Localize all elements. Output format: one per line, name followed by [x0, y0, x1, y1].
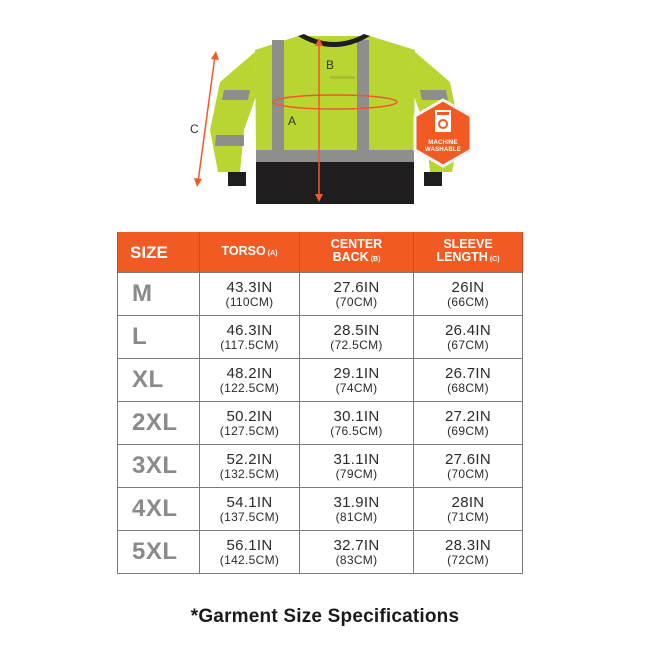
size-cell: 2XL	[118, 402, 200, 445]
sleeve-cell: 28IN (71CM)	[414, 488, 523, 531]
size-cell: XL	[118, 359, 200, 402]
torso-cell: 54.1IN (137.5CM)	[200, 488, 300, 531]
center-back-cell: 28.5IN (72.5CM)	[300, 316, 414, 359]
table-row	[118, 273, 523, 316]
torso-cell: 46.3IN (117.5CM)	[200, 316, 300, 359]
washing-machine-icon	[435, 110, 451, 132]
table-header-row	[118, 232, 523, 273]
badge-line2: WASHABLE	[425, 147, 461, 153]
sleeve-cell: 27.2IN (69CM)	[414, 402, 523, 445]
machine-washable-badge	[412, 98, 474, 168]
center-back-cell: 29.1IN (74CM)	[300, 359, 414, 402]
table-row	[118, 531, 523, 574]
size-cell: 3XL	[118, 445, 200, 488]
table-row	[118, 359, 523, 402]
torso-cell: 52.2IN (132.5CM)	[200, 445, 300, 488]
size-cell: 4XL	[118, 488, 200, 531]
table-row	[118, 445, 523, 488]
size-chart-table	[117, 232, 523, 574]
torso-cell: 48.2IN (122.5CM)	[200, 359, 300, 402]
torso-cell: 50.2IN (127.5CM)	[200, 402, 300, 445]
header-sleeve-length: SLEEVE LENGTH (C)	[414, 232, 523, 273]
badge-line1: MACHINE	[428, 140, 458, 146]
sleeve-cell: 26.4IN (67CM)	[414, 316, 523, 359]
footnote: *Garment Size Specifications	[190, 606, 460, 627]
header-torso: TORSO (A)	[200, 232, 300, 273]
label-c: C	[190, 122, 199, 136]
header-size: SIZE	[118, 232, 200, 273]
center-back-cell: 31.9IN (81CM)	[300, 488, 414, 531]
center-back-cell: 30.1IN (76.5CM)	[300, 402, 414, 445]
sleeve-cell: 26.7IN (68CM)	[414, 359, 523, 402]
size-cell: L	[118, 316, 200, 359]
header-center-back: CENTER BACK (B)	[300, 232, 414, 273]
torso-cell: 43.3IN (110CM)	[200, 273, 300, 316]
table-row	[118, 316, 523, 359]
size-cell: 5XL	[118, 531, 200, 574]
center-back-cell: 32.7IN (83CM)	[300, 531, 414, 574]
torso-cell: 56.1IN (142.5CM)	[200, 531, 300, 574]
sleeve-cell: 27.6IN (70CM)	[414, 445, 523, 488]
center-back-cell: 27.6IN (70CM)	[300, 273, 414, 316]
label-b: B	[326, 58, 335, 72]
sleeve-cell: 28.3IN (72CM)	[414, 531, 523, 574]
table-row	[118, 402, 523, 445]
center-back-cell: 31.1IN (79CM)	[300, 445, 414, 488]
label-a: A	[288, 114, 297, 128]
sleeve-cell: 26IN (66CM)	[414, 273, 523, 316]
table-row	[118, 488, 523, 531]
size-cell: M	[118, 273, 200, 316]
